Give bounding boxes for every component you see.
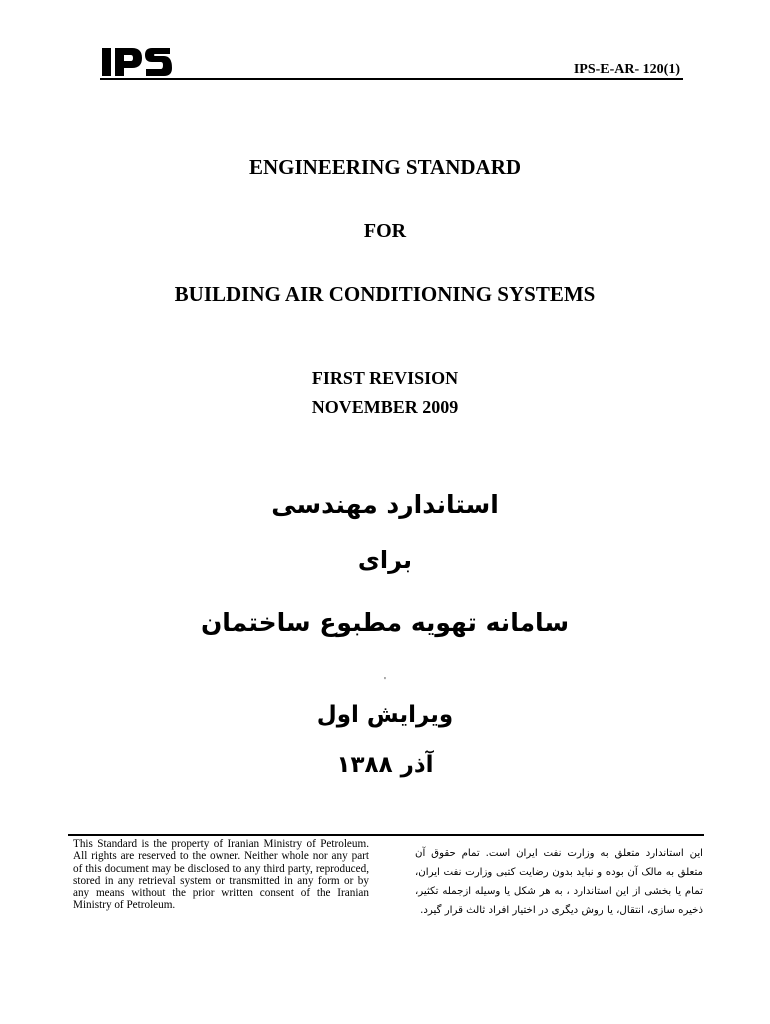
ips-logo	[100, 40, 180, 80]
revision-date: NOVEMBER 2009	[311, 397, 459, 417]
copyright-notice-persian: این استاندارد متعلق به وزارت نفت ایران است. تمام حقوق آن متعلق به مالک آن بوده و نباید بدون رضایت کتبی وزارت نفت ایران، تمام یا بخشی از این استاندارد ، به هر شکل یا وسیله ازجمله تکثیر، ذخیره سازی، انتقال، یا روش دیگری در اختیار افراد ثالث قرار گیرد.	[415, 848, 703, 916]
copyright-notice-english: This Standard is the property of Iranian Ministry of Petroleum. All rights are reserved to the owner. Neither whole nor any part of this document may be disclosed to any third party, reproduced, stored in any retrieval system or transmitted in any form or by any means without the prior written consent of the Iranian Ministry of Petroleum.	[73, 838, 369, 912]
persian-title-subject: سامانه تهویه مطبوع ساختمان	[200, 608, 570, 637]
header-rule	[100, 78, 683, 80]
persian-revision-date: آذر ۱۳۸۸	[336, 752, 434, 778]
persian-title-standard: استاندارد مهندسی	[271, 490, 499, 519]
footer-rule	[68, 834, 704, 836]
title-engineering-standard: ENGINEERING STANDARD	[248, 155, 522, 179]
title-subject: BUILDING AIR CONDITIONING SYSTEMS	[174, 282, 596, 306]
revision-label: FIRST REVISION	[311, 368, 459, 388]
persian-title-for: برای	[357, 546, 413, 574]
document-code: IPS-E-AR- 120(1)	[573, 62, 680, 77]
title-for: FOR	[363, 220, 407, 242]
persian-revision-label: ویرایش اول	[316, 702, 454, 728]
stray-mark: '	[383, 676, 387, 685]
